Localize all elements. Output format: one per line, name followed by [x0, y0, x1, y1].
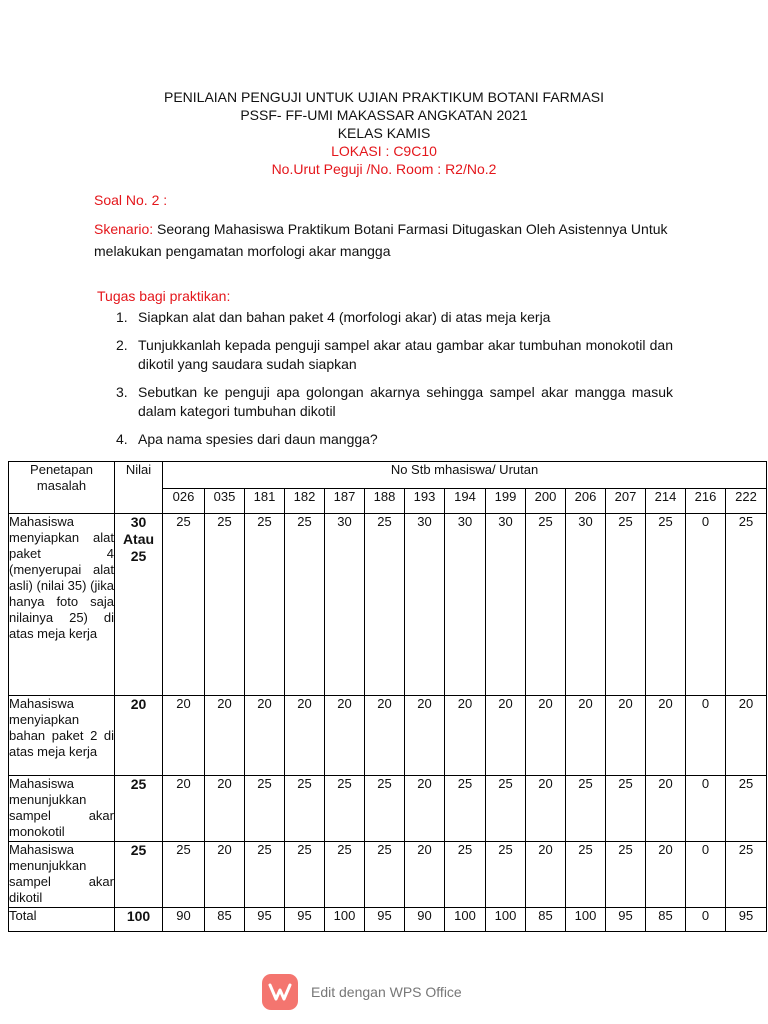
urut-penguji-line: No.Urut Peguji /No. Room : R2/No.2: [271, 161, 497, 177]
score-cell: 20: [726, 696, 767, 776]
tugas-item-number: 4.: [116, 431, 128, 447]
header-penetapan: Penetapan masalah: [9, 462, 115, 514]
tugas-item: [100, 308, 673, 327]
score-cell: 25: [325, 842, 365, 908]
score-cell: 20: [486, 696, 526, 776]
grading-table: [8, 461, 767, 932]
score-cell: 30: [486, 514, 526, 696]
total-score-cell: 95: [285, 908, 325, 932]
score-cell: 25: [486, 842, 526, 908]
score-cell: 25: [245, 842, 285, 908]
score-cell: 20: [566, 696, 606, 776]
score-cell: 25: [606, 842, 646, 908]
stb-header-cell: 026: [163, 489, 205, 514]
stb-header-cell: 194: [445, 489, 486, 514]
score-cell: 0: [686, 696, 726, 776]
tugas-item: [100, 336, 673, 374]
stb-header-cell: 199: [486, 489, 526, 514]
stb-header-cell: 200: [526, 489, 566, 514]
wps-logo-icon: [262, 974, 298, 1010]
document-header: [0, 88, 768, 178]
total-score-cell: 100: [566, 908, 606, 932]
score-cell: 25: [205, 514, 245, 696]
score-cell: 20: [365, 696, 405, 776]
table-row: [9, 514, 767, 696]
score-cell: 20: [405, 696, 445, 776]
total-score-cell: 95: [606, 908, 646, 932]
score-cell: 20: [325, 696, 365, 776]
score-cell: 30: [405, 514, 445, 696]
total-score-cell: 90: [405, 908, 445, 932]
score-cell: 0: [686, 842, 726, 908]
score-cell: 20: [526, 842, 566, 908]
score-cell: 25: [566, 776, 606, 842]
stb-header-cell: 207: [606, 489, 646, 514]
score-cell: 25: [606, 514, 646, 696]
score-cell: 25: [445, 776, 486, 842]
table-row: [9, 842, 767, 908]
nilai-cell: 30 Atau 25: [115, 514, 163, 696]
total-score-cell: 95: [365, 908, 405, 932]
stb-header-cell: 181: [245, 489, 285, 514]
total-score-cell: 100: [445, 908, 486, 932]
score-cell: 25: [445, 842, 486, 908]
score-cell: 20: [205, 696, 245, 776]
total-score-cell: 90: [163, 908, 205, 932]
tugas-item-text: Apa nama spesies dari daun mangga?: [138, 431, 378, 447]
score-cell: 30: [566, 514, 606, 696]
stb-header-cell: 188: [365, 489, 405, 514]
tugas-item-number: 2.: [116, 337, 128, 353]
score-cell: 20: [646, 842, 686, 908]
total-score-cell: 85: [646, 908, 686, 932]
total-label: Total: [9, 908, 115, 932]
total-nilai: 100: [115, 908, 163, 932]
stb-header-cell: 035: [205, 489, 245, 514]
stb-header-cell: 182: [285, 489, 325, 514]
score-cell: 20: [526, 776, 566, 842]
title-line-2: PSSF- FF-UMI MAKASSAR ANGKATAN 2021: [240, 107, 528, 123]
score-cell: 25: [646, 514, 686, 696]
score-cell: 20: [163, 696, 205, 776]
score-cell: 25: [365, 842, 405, 908]
soal-heading: Soal No. 2 :: [94, 192, 168, 208]
header-nilai: Nilai: [115, 462, 163, 514]
table-body: [9, 514, 767, 932]
stb-header-cell: 214: [646, 489, 686, 514]
nilai-cell: 20: [115, 696, 163, 776]
total-score-cell: 0: [686, 908, 726, 932]
stb-header-cell: 222: [726, 489, 767, 514]
score-cell: 0: [686, 776, 726, 842]
skenario-text: Seorang Mahasiswa Praktikum Botani Farmasi Ditugaskan Oleh Asistennya Untuk melakukan pengamatan morfologi akar mangga: [94, 221, 668, 259]
stb-header-cell: 216: [686, 489, 726, 514]
score-cell: 20: [205, 842, 245, 908]
score-cell: 25: [526, 514, 566, 696]
total-row: [9, 908, 767, 932]
score-cell: 25: [325, 776, 365, 842]
criteria-cell: Mahasiswa menunjukkan sampel akar monokotil: [9, 776, 115, 842]
score-cell: 20: [606, 696, 646, 776]
score-cell: 25: [726, 776, 767, 842]
tugas-item-number: 3.: [116, 384, 128, 400]
total-score-cell: 100: [325, 908, 365, 932]
score-cell: 25: [285, 776, 325, 842]
tugas-item: [100, 383, 673, 421]
total-score-cell: 95: [726, 908, 767, 932]
title-line-1: PENILAIAN PENGUJI UNTUK UJIAN PRAKTIKUM BOTANI FARMASI: [163, 89, 605, 105]
score-cell: 25: [245, 514, 285, 696]
tugas-item-text: Tunjukkanlah kepada penguji sampel akar atau gambar akar tumbuhan monokotil dan dikotil yang saudara sudah siapkan: [138, 337, 673, 372]
score-cell: 25: [606, 776, 646, 842]
score-cell: 20: [163, 776, 205, 842]
tugas-item-text: Sebutkan ke penguji apa golongan akarnya sehingga sampel akar mangga masuk dalam kategori tumbuhan dikotil: [138, 384, 673, 419]
tugas-list: [100, 308, 673, 458]
nilai-cell: 25: [115, 842, 163, 908]
score-cell: 20: [205, 776, 245, 842]
criteria-cell: Mahasiswa menunjukkan sampel akar dikotil: [9, 842, 115, 908]
stb-header-cell: 187: [325, 489, 365, 514]
score-cell: 20: [445, 696, 486, 776]
tugas-item-text: Siapkan alat dan bahan paket 4 (morfologi akar) di atas meja kerja: [138, 309, 551, 325]
table-row: [9, 696, 767, 776]
score-cell: 25: [245, 776, 285, 842]
criteria-cell: Mahasiswa menyiapkan alat paket 4 (menyerupai alat asli) (nilai 35) (jika hanya foto saja nilainya 25) di atas meja kerja: [9, 514, 115, 696]
total-score-cell: 85: [205, 908, 245, 932]
score-cell: 20: [405, 776, 445, 842]
wps-watermark[interactable]: [262, 974, 462, 1010]
score-cell: 25: [486, 776, 526, 842]
score-cell: 20: [245, 696, 285, 776]
score-cell: 25: [365, 514, 405, 696]
score-cell: 30: [445, 514, 486, 696]
score-cell: 25: [285, 514, 325, 696]
score-cell: 25: [726, 842, 767, 908]
stb-header-cell: 206: [566, 489, 606, 514]
total-score-cell: 100: [486, 908, 526, 932]
score-cell: 20: [526, 696, 566, 776]
title-line-3: KELAS KAMIS: [337, 125, 431, 141]
score-cell: 20: [646, 776, 686, 842]
score-cell: 25: [726, 514, 767, 696]
score-cell: 25: [566, 842, 606, 908]
header-stb: No Stb mhasiswa/ Urutan: [163, 462, 767, 489]
stb-header-cell: 193: [405, 489, 445, 514]
lokasi-line: LOKASI : C9C10: [331, 143, 437, 159]
total-score-cell: 85: [526, 908, 566, 932]
score-cell: 20: [405, 842, 445, 908]
tugas-item: [100, 430, 673, 449]
score-cell: 0: [686, 514, 726, 696]
tugas-item-number: 1.: [116, 309, 128, 325]
score-cell: 25: [285, 842, 325, 908]
total-score-cell: 95: [245, 908, 285, 932]
score-cell: 25: [365, 776, 405, 842]
nilai-cell: 25: [115, 776, 163, 842]
criteria-cell: Mahasiswa menyiapkan bahan paket 2 di atas meja kerja: [9, 696, 115, 776]
tugas-heading: Tugas bagi praktikan:: [97, 288, 231, 304]
skenario-paragraph: [94, 218, 694, 262]
score-cell: 20: [646, 696, 686, 776]
score-cell: 30: [325, 514, 365, 696]
skenario-label: Skenario:: [94, 221, 154, 237]
score-cell: 25: [163, 514, 205, 696]
score-cell: 20: [285, 696, 325, 776]
table-row: [9, 776, 767, 842]
score-cell: 25: [163, 842, 205, 908]
wps-edit-label: Edit dengan WPS Office: [311, 984, 462, 1000]
